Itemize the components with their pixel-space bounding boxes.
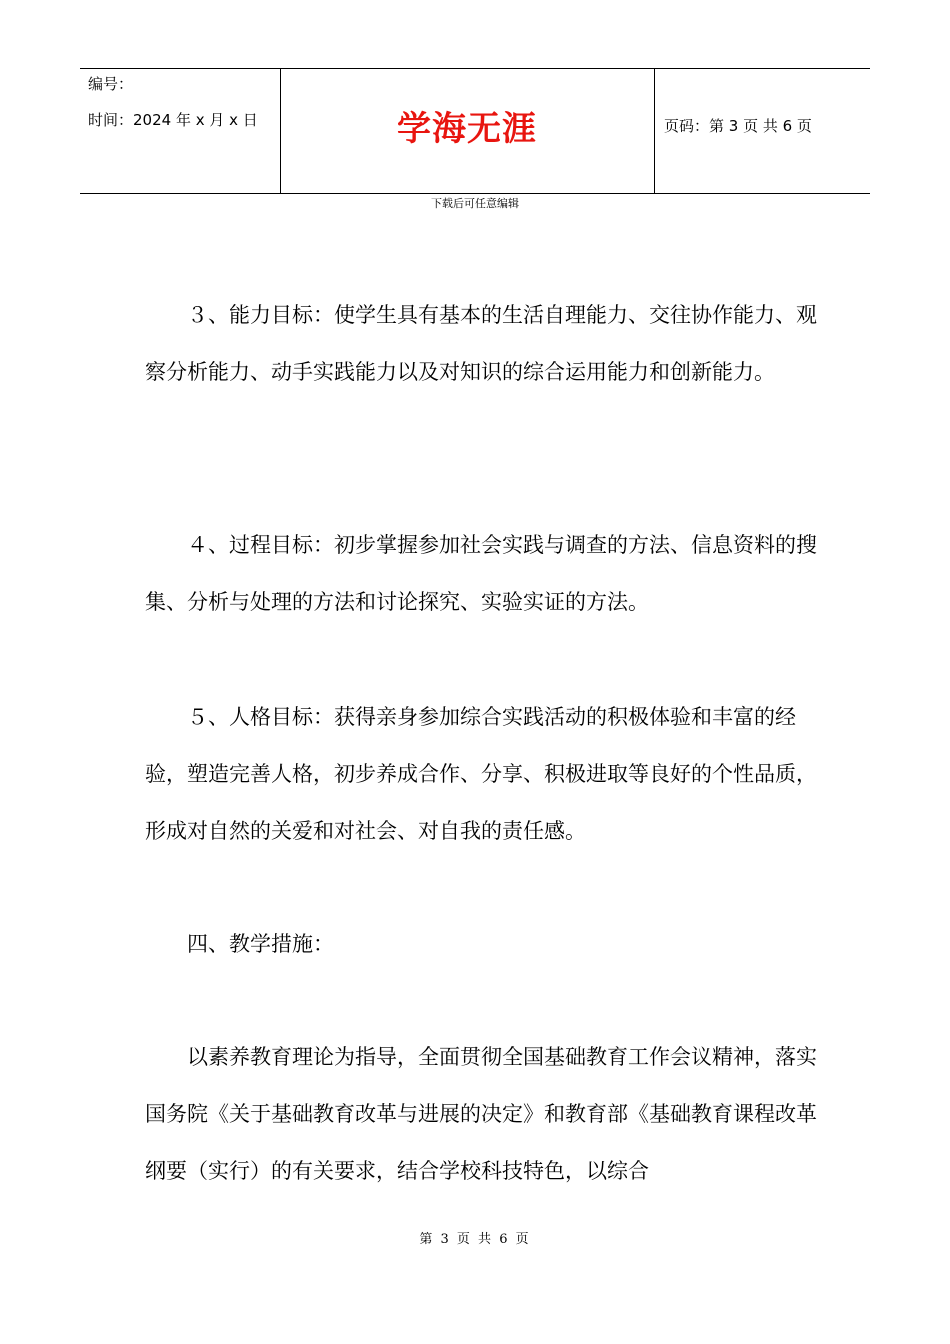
document-time-label: 时间：2024 年 x 月 x 日 <box>88 111 258 129</box>
paragraph-teaching-measures: 以素养教育理论为指导，全面贯彻全国基础教育工作会议精神，落实国务院《关于基础教育改革与进展的决定》和教育部《基础教育课程改革纲要（实行）的有关要求，结合学校科技特色，以综合 <box>145 1045 817 1183</box>
page-footer: 第 3 页 共 6 页 <box>419 1232 531 1247</box>
section-heading-teaching-measures: 四、教学措施： <box>187 932 334 956</box>
paragraph-process-goal: ４、过程目标：初步掌握参加社会实践与调查的方法、信息资料的搜集、分析与处理的方法和讨论探究、实验实证的方法。 <box>145 533 817 614</box>
header-page-label: 页码：第 3 页 共 6 页 <box>664 117 812 135</box>
paragraph-ability-goal: ３、能力目标：使学生具有基本的生活自理能力、交往协作能力、观察分析能力、动手实践能力以及对知识的综合运用能力和创新能力。 <box>145 303 817 384</box>
header-divider-right <box>654 69 655 193</box>
brand-title: 学海无涯 <box>397 109 537 149</box>
edit-note: 下载后可任意编辑 <box>431 197 519 210</box>
paragraph-personality-goal: ５、人格目标：获得亲身参加综合实践活动的积极体验和丰富的经验，塑造完善人格，初步养成合作、分享、积极进取等良好的个性品质，形成对自然的关爱和对社会、对自我的责任感。 <box>145 705 817 843</box>
header-table <box>80 68 870 194</box>
document-number-label: 编号： <box>88 75 134 93</box>
